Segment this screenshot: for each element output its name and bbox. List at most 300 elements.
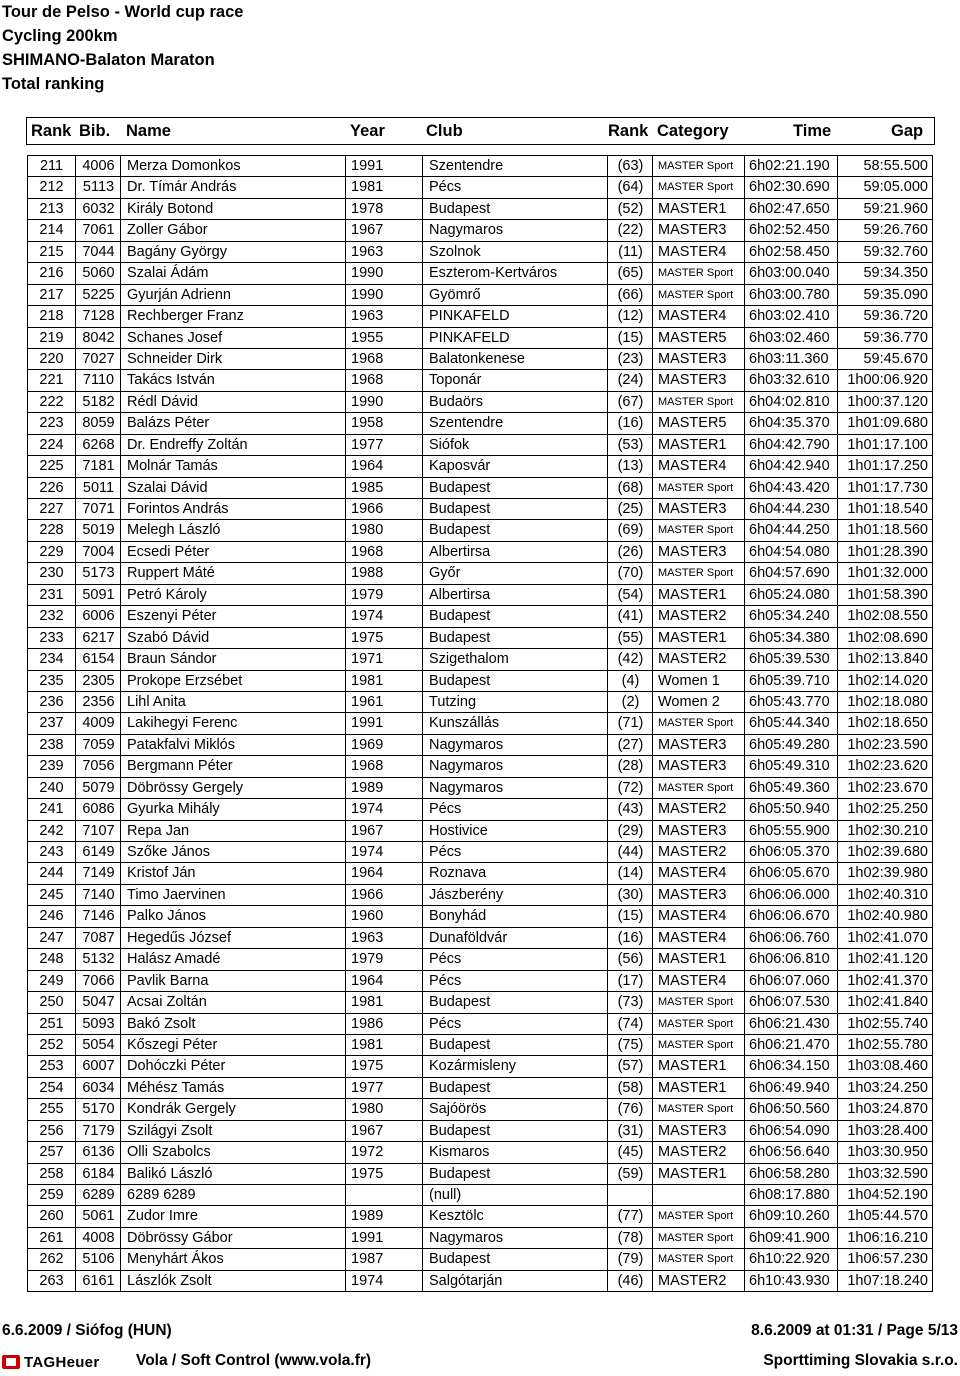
cell-category: MASTER5 xyxy=(652,413,744,433)
cell-category: MASTER4 xyxy=(652,242,744,262)
cell-category-rank: (41) xyxy=(607,606,653,626)
table-row xyxy=(27,412,933,433)
cell-club: Nagymaros xyxy=(422,220,607,240)
table-row xyxy=(27,262,933,283)
cell-bib: 6006 xyxy=(75,606,121,626)
cell-time: 6h02:47.650 xyxy=(744,199,837,219)
cell-name: Palko János xyxy=(120,906,345,926)
cell-bib: 7140 xyxy=(75,885,121,905)
cell-category-rank: (22) xyxy=(607,220,653,240)
cell-time: 6h05:34.240 xyxy=(744,606,837,626)
cell-category: MASTER3 xyxy=(652,220,744,240)
cell-category: MASTER4 xyxy=(652,906,744,926)
cell-year: 1971 xyxy=(345,649,422,669)
cell-club: Nagymaros xyxy=(422,735,607,755)
cell-rank: 219 xyxy=(39,329,64,346)
cell-rank: 245 xyxy=(39,886,64,903)
cell-time: 6h04:35.370 xyxy=(744,413,837,433)
cell-category: MASTER Sport xyxy=(652,520,744,540)
cell-category-rank: (53) xyxy=(607,435,653,455)
cell-gap: 1h03:30.950 xyxy=(837,1142,934,1162)
cell-rank: 217 xyxy=(39,286,64,303)
cell-gap: 1h01:32.000 xyxy=(837,563,934,583)
table-row xyxy=(27,391,933,412)
cell-time: 6h05:39.710 xyxy=(744,671,837,691)
cell-gap: 58:55.500 xyxy=(837,156,934,176)
cell-gap: 1h02:40.980 xyxy=(837,906,934,926)
cell-club: Tutzing xyxy=(422,692,607,712)
table-row xyxy=(27,284,933,305)
cell-time: 6h05:39.530 xyxy=(744,649,837,669)
cell-name: Patakfalvi Miklós xyxy=(120,735,345,755)
cell-time: 6h06:05.670 xyxy=(744,863,837,883)
cell-category: MASTER1 xyxy=(652,949,744,969)
cell-rank: 226 xyxy=(39,479,64,496)
cell-club: Bonyhád xyxy=(422,906,607,926)
cell-time: 6h04:54.080 xyxy=(744,542,837,562)
cell-year: 1955 xyxy=(345,328,422,348)
cell-bib: 5054 xyxy=(75,1035,121,1055)
cell-time: 6h06:56.640 xyxy=(744,1142,837,1162)
cell-category: MASTER Sport xyxy=(652,177,744,197)
cell-year: 1966 xyxy=(345,885,422,905)
cell-rank: 251 xyxy=(39,1015,64,1032)
table-row xyxy=(27,1077,933,1098)
cell-bib: 7066 xyxy=(75,971,121,991)
cell-bib: 4008 xyxy=(75,1228,121,1248)
cell-year: 1981 xyxy=(345,671,422,691)
cell-rank: 221 xyxy=(39,372,64,389)
cell-bib: 7107 xyxy=(75,821,121,841)
cell-category-rank: (28) xyxy=(607,756,653,776)
cell-name: Repa Jan xyxy=(120,821,345,841)
cell-gap: 59:36.720 xyxy=(837,306,934,326)
cell-time: 6h05:43.770 xyxy=(744,692,837,712)
cell-category: MASTER Sport xyxy=(652,713,744,733)
cell-category-rank: (77) xyxy=(607,1206,653,1226)
cell-name: Szilágyi Zsolt xyxy=(120,1121,345,1141)
table-row xyxy=(27,712,933,733)
table-row xyxy=(27,1205,933,1226)
cell-bib: 6217 xyxy=(75,628,121,648)
header-gap: Gap xyxy=(891,122,924,140)
cell-category-rank: (58) xyxy=(607,1078,653,1098)
cell-year: 1989 xyxy=(345,778,422,798)
cell-name: Olli Szabolcs xyxy=(120,1142,345,1162)
cell-rank: 225 xyxy=(39,458,64,475)
footer-software-credit: Vola / Soft Control (www.vola.fr) xyxy=(136,1352,372,1369)
cell-category: Women 2 xyxy=(652,692,744,712)
cell-rank: 263 xyxy=(39,1272,64,1289)
cell-time: 6h05:24.080 xyxy=(744,585,837,605)
cell-category-rank: (4) xyxy=(607,671,653,691)
cell-time: 6h06:54.090 xyxy=(744,1121,837,1141)
cell-name: Zoller Gábor xyxy=(120,220,345,240)
table-row xyxy=(27,219,933,240)
cell-gap: 59:35.090 xyxy=(837,285,934,305)
tagheuer-logo-icon xyxy=(2,1355,20,1369)
cell-rank: 258 xyxy=(39,1165,64,1182)
cell-name: Bakó Zsolt xyxy=(120,1014,345,1034)
cell-rank: 230 xyxy=(39,565,64,582)
cell-rank: 232 xyxy=(39,608,64,625)
cell-year: 1961 xyxy=(345,692,422,712)
header-rank: Rank xyxy=(31,122,72,140)
cell-category: MASTER Sport xyxy=(652,1035,744,1055)
cell-club: Szigethalom xyxy=(422,649,607,669)
cell-name: Petró Károly xyxy=(120,585,345,605)
cell-category-rank: (42) xyxy=(607,649,653,669)
cell-rank: 247 xyxy=(39,929,64,946)
cell-year: 1969 xyxy=(345,735,422,755)
cell-club: (null) xyxy=(422,1185,607,1205)
table-row xyxy=(27,369,933,390)
cell-club: Nagymaros xyxy=(422,1228,607,1248)
cell-club: Sajóörös xyxy=(422,1099,607,1119)
cell-bib: 6136 xyxy=(75,1142,121,1162)
cell-year: 1972 xyxy=(345,1142,422,1162)
cell-bib: 6184 xyxy=(75,1164,121,1184)
cell-gap: 1h01:58.390 xyxy=(837,585,934,605)
cell-category-rank: (73) xyxy=(607,992,653,1012)
cell-rank: 255 xyxy=(39,1101,64,1118)
cell-year: 1968 xyxy=(345,349,422,369)
cell-rank: 228 xyxy=(39,522,64,539)
cell-bib: 7087 xyxy=(75,928,121,948)
cell-bib: 7044 xyxy=(75,242,121,262)
cell-category-rank: (67) xyxy=(607,392,653,412)
cell-category: MASTER3 xyxy=(652,735,744,755)
cell-year: 1979 xyxy=(345,949,422,969)
cell-bib: 4006 xyxy=(75,156,121,176)
cell-club: Albertirsa xyxy=(422,585,607,605)
cell-name: Kondrák Gergely xyxy=(120,1099,345,1119)
table-row xyxy=(27,562,933,583)
cell-club: Budapest xyxy=(422,478,607,498)
cell-category: MASTER Sport xyxy=(652,1099,744,1119)
cell-rank: 242 xyxy=(39,822,64,839)
cell-bib: 2356 xyxy=(75,692,121,712)
cell-club: Pécs xyxy=(422,1014,607,1034)
cell-rank: 244 xyxy=(39,865,64,882)
table-row xyxy=(27,927,933,948)
cell-year: 1975 xyxy=(345,628,422,648)
cell-name: Bergmann Péter xyxy=(120,756,345,776)
cell-category: MASTER4 xyxy=(652,971,744,991)
cell-year: 1968 xyxy=(345,756,422,776)
cell-club: Budapest xyxy=(422,520,607,540)
cell-category xyxy=(652,1185,744,1205)
cell-year: 1974 xyxy=(345,606,422,626)
cell-time: 6h05:50.940 xyxy=(744,799,837,819)
footer-company: Sporttiming Slovakia s.r.o. xyxy=(763,1352,958,1369)
results-table xyxy=(27,155,933,1292)
cell-name: Pavlik Barna xyxy=(120,971,345,991)
cell-rank: 239 xyxy=(39,758,64,775)
table-row xyxy=(27,755,933,776)
table-row xyxy=(27,691,933,712)
cell-year: 1981 xyxy=(345,992,422,1012)
cell-time: 6h02:52.450 xyxy=(744,220,837,240)
cell-time: 6h03:02.410 xyxy=(744,306,837,326)
cell-category-rank: (25) xyxy=(607,499,653,519)
cell-year: 1964 xyxy=(345,456,422,476)
cell-gap: 1h02:08.690 xyxy=(837,628,934,648)
table-row xyxy=(27,1270,933,1292)
cell-rank: 218 xyxy=(39,308,64,325)
cell-year: 1990 xyxy=(345,392,422,412)
cell-year: 1990 xyxy=(345,263,422,283)
cell-gap: 1h01:18.560 xyxy=(837,520,934,540)
cell-year: 1968 xyxy=(345,370,422,390)
cell-gap: 1h02:30.210 xyxy=(837,821,934,841)
cell-year: 1964 xyxy=(345,971,422,991)
cell-club: Nagymaros xyxy=(422,756,607,776)
cell-category-rank: (75) xyxy=(607,1035,653,1055)
cell-time: 6h03:02.460 xyxy=(744,328,837,348)
cell-bib: 6161 xyxy=(75,1271,121,1291)
cell-category: MASTER4 xyxy=(652,456,744,476)
footer-info xyxy=(2,1322,958,1342)
cell-gap: 59:21.960 xyxy=(837,199,934,219)
cell-category-rank: (45) xyxy=(607,1142,653,1162)
table-row xyxy=(27,970,933,991)
cell-bib: 4009 xyxy=(75,713,121,733)
event-name: SHIMANO-Balaton Maraton xyxy=(2,51,215,69)
cell-club: Budapest xyxy=(422,1249,607,1269)
header-club: Club xyxy=(426,122,463,140)
cell-category-rank: (30) xyxy=(607,885,653,905)
cell-bib: 6086 xyxy=(75,799,121,819)
cell-category: MASTER5 xyxy=(652,328,744,348)
cell-name: Prokope Erzsébet xyxy=(120,671,345,691)
header-bib: Bib. xyxy=(79,122,111,140)
cell-rank: 220 xyxy=(39,350,64,367)
cell-club: Hostivice xyxy=(422,821,607,841)
cell-category-rank: (13) xyxy=(607,456,653,476)
cell-club: Pécs xyxy=(422,799,607,819)
cell-bib: 6007 xyxy=(75,1056,121,1076)
cell-category-rank: (57) xyxy=(607,1056,653,1076)
table-row xyxy=(27,305,933,326)
cell-time: 6h06:49.940 xyxy=(744,1078,837,1098)
table-row xyxy=(27,605,933,626)
header-name: Name xyxy=(126,122,171,140)
cell-name: Acsai Zoltán xyxy=(120,992,345,1012)
cell-year: 1967 xyxy=(345,220,422,240)
cell-club: Szentendre xyxy=(422,156,607,176)
cell-bib: 5091 xyxy=(75,585,121,605)
cell-club: Szentendre xyxy=(422,413,607,433)
cell-club: PINKAFELD xyxy=(422,328,607,348)
table-row xyxy=(27,327,933,348)
cell-year: 1963 xyxy=(345,928,422,948)
cell-bib: 7128 xyxy=(75,306,121,326)
cell-gap: 1h00:06.920 xyxy=(837,370,934,390)
cell-rank: 241 xyxy=(39,801,64,818)
cell-gap: 1h02:55.780 xyxy=(837,1035,934,1055)
cell-club: Budaörs xyxy=(422,392,607,412)
header-category: Category xyxy=(657,122,729,140)
cell-gap: 59:26.760 xyxy=(837,220,934,240)
cell-time: 6h09:41.900 xyxy=(744,1228,837,1248)
cell-year: 1967 xyxy=(345,1121,422,1141)
table-row xyxy=(27,820,933,841)
cell-bib: 6268 xyxy=(75,435,121,455)
cell-club: Budapest xyxy=(422,1078,607,1098)
cell-year: 1974 xyxy=(345,842,422,862)
cell-club: Győr xyxy=(422,563,607,583)
cell-name: Szalai Dávid xyxy=(120,478,345,498)
cell-gap: 1h03:24.250 xyxy=(837,1078,934,1098)
table-header xyxy=(26,117,935,145)
cell-club: Pécs xyxy=(422,949,607,969)
cell-club: Pécs xyxy=(422,842,607,862)
cell-name: Timo Jaervinen xyxy=(120,885,345,905)
cell-club: Szolnok xyxy=(422,242,607,262)
cell-category-rank: (43) xyxy=(607,799,653,819)
cell-category-rank: (74) xyxy=(607,1014,653,1034)
cell-rank: 231 xyxy=(39,586,64,603)
cell-gap: 1h05:44.570 xyxy=(837,1206,934,1226)
cell-time: 6h04:43.420 xyxy=(744,478,837,498)
ranking-title: Total ranking xyxy=(2,75,105,93)
cell-time: 6h06:21.470 xyxy=(744,1035,837,1055)
cell-name: Ruppert Máté xyxy=(120,563,345,583)
table-row xyxy=(27,198,933,219)
cell-category: MASTER Sport xyxy=(652,992,744,1012)
cell-time: 6h05:44.340 xyxy=(744,713,837,733)
table-row xyxy=(27,1098,933,1119)
cell-club: Dunaföldvár xyxy=(422,928,607,948)
cell-category-rank: (23) xyxy=(607,349,653,369)
table-row xyxy=(27,455,933,476)
cell-name: Rédl Dávid xyxy=(120,392,345,412)
cell-bib: 7004 xyxy=(75,542,121,562)
cell-name: Zudor Imre xyxy=(120,1206,345,1226)
cell-category-rank xyxy=(607,1185,653,1205)
cell-gap: 1h02:18.650 xyxy=(837,713,934,733)
cell-time: 6h04:42.790 xyxy=(744,435,837,455)
footer-credits xyxy=(2,1352,958,1374)
cell-time: 6h10:43.930 xyxy=(744,1271,837,1291)
cell-rank: 235 xyxy=(39,672,64,689)
cell-rank: 233 xyxy=(39,629,64,646)
cell-club: Balatonkenese xyxy=(422,349,607,369)
cell-category-rank: (15) xyxy=(607,906,653,926)
cell-time: 6h06:06.670 xyxy=(744,906,837,926)
cell-category-rank: (44) xyxy=(607,842,653,862)
table-row xyxy=(27,176,933,197)
cell-name: Gyurka Mihály xyxy=(120,799,345,819)
cell-time: 6h04:42.940 xyxy=(744,456,837,476)
cell-bib: 8059 xyxy=(75,413,121,433)
cell-category: MASTER Sport xyxy=(652,285,744,305)
cell-year: 1960 xyxy=(345,906,422,926)
cell-category: MASTER3 xyxy=(652,349,744,369)
cell-name: Bagány György xyxy=(120,242,345,262)
cell-rank: 212 xyxy=(39,179,64,196)
cell-gap: 1h02:55.740 xyxy=(837,1014,934,1034)
cell-rank: 257 xyxy=(39,1144,64,1161)
cell-bib: 7059 xyxy=(75,735,121,755)
cell-rank: 259 xyxy=(39,1187,64,1203)
cell-name: Hegedűs József xyxy=(120,928,345,948)
cell-category: MASTER1 xyxy=(652,435,744,455)
cell-year: 1981 xyxy=(345,177,422,197)
cell-club: Gyömrő xyxy=(422,285,607,305)
cell-name: Balikó László xyxy=(120,1164,345,1184)
cell-year: 1974 xyxy=(345,1271,422,1291)
cell-category: MASTER4 xyxy=(652,863,744,883)
cell-bib: 5173 xyxy=(75,563,121,583)
cell-gap: 1h02:40.310 xyxy=(837,885,934,905)
cell-name: Ecsedi Péter xyxy=(120,542,345,562)
cell-rank: 260 xyxy=(39,1208,64,1225)
cell-club: Budapest xyxy=(422,628,607,648)
cell-name: Forintos András xyxy=(120,499,345,519)
cell-rank: 252 xyxy=(39,1036,64,1053)
cell-bib: 5132 xyxy=(75,949,121,969)
cell-time: 6h02:21.190 xyxy=(744,156,837,176)
cell-time: 6h04:44.230 xyxy=(744,499,837,519)
cell-year: 1988 xyxy=(345,563,422,583)
cell-gap: 1h02:41.840 xyxy=(837,992,934,1012)
cell-club: Budapest xyxy=(422,606,607,626)
table-row xyxy=(27,1120,933,1141)
cell-time: 6h03:00.780 xyxy=(744,285,837,305)
cell-bib: 7149 xyxy=(75,863,121,883)
footer-date-location: 6.6.2009 / Siófog (HUN) xyxy=(2,1322,172,1339)
race-title: Tour de Pelso - World cup race xyxy=(2,3,244,21)
cell-club: Pécs xyxy=(422,971,607,991)
cell-rank: 262 xyxy=(39,1251,64,1268)
cell-bib: 6154 xyxy=(75,649,121,669)
cell-name: Melegh László xyxy=(120,520,345,540)
cell-bib: 7027 xyxy=(75,349,121,369)
cell-gap: 1h02:23.670 xyxy=(837,778,934,798)
cell-gap: 1h02:41.120 xyxy=(837,949,934,969)
cell-year: 1977 xyxy=(345,435,422,455)
cell-club: Pécs xyxy=(422,177,607,197)
table-row xyxy=(27,1055,933,1076)
cell-category-rank: (11) xyxy=(607,242,653,262)
cell-gap: 1h02:23.590 xyxy=(837,735,934,755)
cell-category-rank: (16) xyxy=(607,928,653,948)
cell-rank: 223 xyxy=(39,415,64,432)
table-row xyxy=(27,498,933,519)
cell-gap: 1h03:08.460 xyxy=(837,1056,934,1076)
cell-time: 6h05:55.900 xyxy=(744,821,837,841)
cell-category: MASTER3 xyxy=(652,370,744,390)
cell-year: 1990 xyxy=(345,285,422,305)
cell-time: 6h06:06.810 xyxy=(744,949,837,969)
table-row xyxy=(27,1013,933,1034)
cell-rank: 240 xyxy=(39,779,64,796)
cell-name: Király Botond xyxy=(120,199,345,219)
table-row xyxy=(27,1184,933,1205)
cell-bib: 5113 xyxy=(75,177,121,197)
cell-category-rank: (56) xyxy=(607,949,653,969)
cell-name: Szabó Dávid xyxy=(120,628,345,648)
cell-category-rank: (12) xyxy=(607,306,653,326)
table-row xyxy=(27,477,933,498)
cell-time: 6h02:58.450 xyxy=(744,242,837,262)
cell-club: Eszterom-Kertváros xyxy=(422,263,607,283)
cell-time: 6h05:49.360 xyxy=(744,778,837,798)
cell-category-rank: (78) xyxy=(607,1228,653,1248)
cell-name: Dr. Endreffy Zoltán xyxy=(120,435,345,455)
